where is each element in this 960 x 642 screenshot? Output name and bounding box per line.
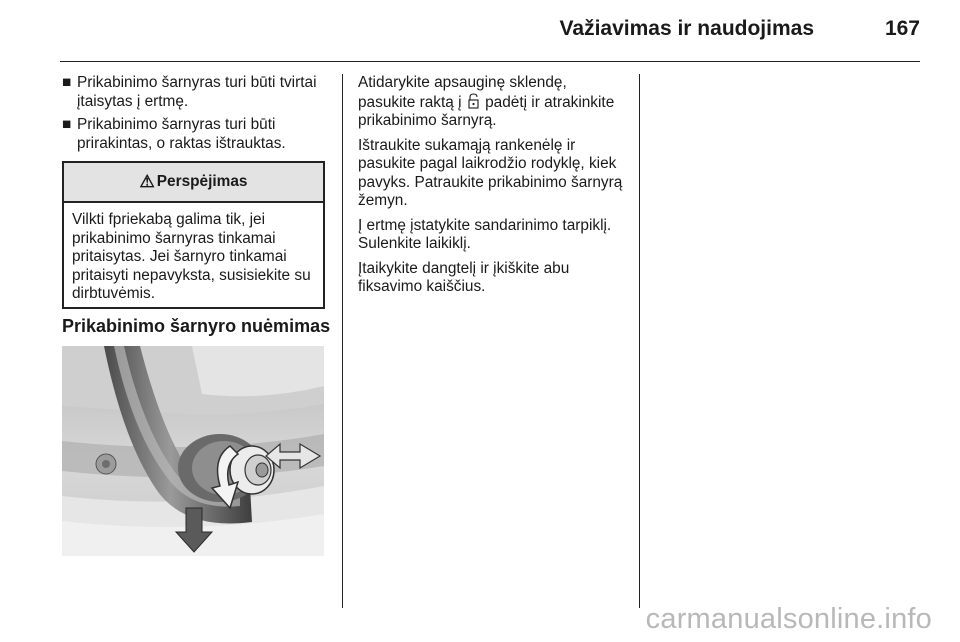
right-column xyxy=(358,74,628,303)
section-heading: Prikabinimo šarnyro nuėmimas xyxy=(62,316,331,336)
warning-triangle-icon: ⚠ xyxy=(139,172,155,191)
list-item xyxy=(62,74,328,111)
instruction-paragraph: Į ertmę įstatykite sandarinimo tarpiklį. Sulenkite laikiklį. xyxy=(358,216,612,252)
left-column xyxy=(62,74,328,158)
list-item xyxy=(62,116,328,153)
column-divider-right xyxy=(639,74,640,608)
header-divider xyxy=(60,61,920,62)
page-number: 167 xyxy=(884,17,920,40)
bullet-square-icon: ■ xyxy=(62,74,72,91)
para1-start: Atidarykite apsauginę sklendę, pasukite raktą į xyxy=(358,74,567,111)
para1-end: padėtį ir atrakinkite prikabinimo šarnyrą. xyxy=(358,93,615,129)
instruction-paragraph xyxy=(358,74,628,131)
warning-text: Vilkti fpriekabą galima tik, jei prikabinimo šarnyras tinkamai pritaisytas. Jei šarnyro tinkamai pritaisyti nepavyksta, susisiekite su dirbtuvėmis. xyxy=(72,211,311,302)
unlocked-padlock-icon xyxy=(468,93,479,109)
towbar-removal-illustration xyxy=(62,346,324,556)
warning-title: Perspėjimas xyxy=(156,173,248,190)
warning-header xyxy=(64,163,323,203)
bullet-text: Prikabinimo šarnyras turi būti prirakintas, o raktas ištrauktas. xyxy=(77,116,286,152)
header-title: Važiavimas ir naudojimas xyxy=(559,17,814,40)
column-divider-left xyxy=(342,74,343,608)
bullet-text: Prikabinimo šarnyras turi būti tvirtai įtaisytas į ertmę. xyxy=(77,74,317,110)
warning-box xyxy=(62,161,325,309)
watermark-text: carmanualsonline.info xyxy=(645,603,932,635)
instruction-paragraph: Ištraukite sukamąją rankenėlę ir pasukite pagal laikrodžio rodyklę, kiek pavyks. Patraukite prikabinimo šarnyrą žemyn. xyxy=(358,136,623,209)
bullet-square-icon: ■ xyxy=(62,116,72,133)
instruction-paragraph: Įtaikykite dangtelį ir įkiškite abu fiksavimo kaiščius. xyxy=(358,259,570,295)
